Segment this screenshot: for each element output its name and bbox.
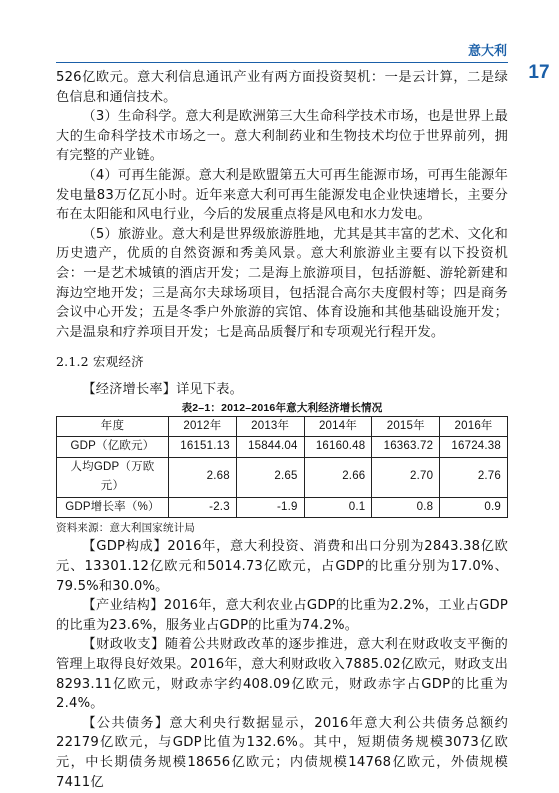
- table-header-cell: 2015年: [372, 416, 440, 437]
- table-cell: 2.76: [440, 457, 508, 497]
- table-cell: -2.3: [169, 497, 237, 518]
- table-row: [57, 457, 508, 497]
- page-body: [56, 68, 508, 792]
- table-cell: 2.68: [169, 457, 237, 497]
- page-number-tab: [519, 48, 559, 98]
- table-cell: 16151.13: [169, 437, 237, 458]
- paragraph: 【公共债务】意大利央行数据显示，2016年意大利公共债务总额约22179亿欧元，与GDP比值为132.6%。其中，短期债务规模3073亿欧元，中长期债务规模18656亿欧元；内债规模14768亿欧元，外债规模7411亿: [56, 715, 508, 790]
- table-cell: 15844.04: [236, 437, 304, 458]
- paragraph: （3）生命科学。意大利是欧洲第三大生命科学技术市场，也是世界上最大的生命科学技术市场之一。意大利制药业和生物技术均位于世界前列，拥有完整的产业链。: [56, 109, 508, 164]
- table-cell: 16160.48: [304, 437, 372, 458]
- paragraph: （4）可再生能源。意大利是欧盟第五大可再生能源市场，可再生能源年发电量83万亿瓦小时。近年来意大利可再生能源发电企业快速增长，主要分布在太阳能和风电行业，今后的发展重点将是风电和水力发电。: [56, 167, 508, 223]
- table-source: 资料来源：意大利国家统计局: [56, 522, 196, 535]
- chapter-title: 意大利: [467, 44, 507, 59]
- table-header-cell: 2014年: [304, 416, 372, 437]
- table-header-cell: 年度: [57, 416, 169, 437]
- table-row: [57, 437, 508, 458]
- table-cell: 0.8: [372, 497, 440, 518]
- table-intro: 【经济增长率】详见下表。: [82, 381, 244, 397]
- section-heading: 2.1.2 宏观经济: [56, 354, 144, 370]
- table-cell: 2.66: [304, 457, 372, 497]
- top-paragraphs: [56, 68, 508, 342]
- paragraph: 【财政收支】随着公共财政改革的逐步推进，意大利在财政收支平衡的管理上取得良好效果。2016年，意大利财政收入7885.02亿欧元，财政支出8293.11亿欧元，财政赤字约408.09亿欧元，财政赤字占GDP的比重为2.4%。: [56, 637, 508, 712]
- table-cell: 0.9: [440, 497, 508, 518]
- paragraph: 526亿欧元。意大利信息通讯产业有两方面投资契机：一是云计算，二是绿色信息和通信技术。: [56, 70, 508, 105]
- table-cell: 0.1: [304, 497, 372, 518]
- row-label: 人均GDP（万欧元）: [57, 457, 169, 497]
- table-cell: 2.65: [236, 457, 304, 497]
- table-row: [57, 497, 508, 518]
- table-header-cell: 2016年: [440, 416, 508, 437]
- table-cell: 16724.38: [440, 437, 508, 458]
- paragraph: 【产业结构】2016年，意大利农业占GDP的比重为2.2%，工业占GDP的比重为23.6%，服务业占GDP的比重为74.2%。: [56, 598, 508, 633]
- row-label: GDP（亿欧元）: [57, 437, 169, 458]
- header-rule: [56, 62, 508, 63]
- table-caption: 表2–1：2012–2016年意大利经济增长情况: [181, 401, 383, 414]
- table-cell: -1.9: [236, 497, 304, 518]
- row-label: GDP增长率（%）: [57, 497, 169, 518]
- growth-table: [56, 416, 508, 519]
- table-cell: 2.70: [372, 457, 440, 497]
- table-header-row: [57, 416, 508, 437]
- paragraph: （5）旅游业。意大利是世界级旅游胜地，尤其是其丰富的艺术、文化和历史遗产，优质的自然资源和秀美风景。意大利旅游业主要有以下投资机会：一是艺术城镇的酒店开发；二是海上旅游项目，包括游艇、游轮新建和海边空地开发；三是高尔夫球场项目，包括混合高尔夫度假村等；四是商务会议中心开发；五是冬季户外旅游的宾馆、体育设施和其他基础设施开发；六是温泉和疗养项目开发；七是高品质餐厅和专项观光行程开发。: [56, 226, 508, 340]
- page-number: 17: [528, 62, 550, 83]
- bottom-paragraphs: [56, 537, 508, 792]
- table-cell: 16363.72: [372, 437, 440, 458]
- table-header-cell: 2013年: [236, 416, 304, 437]
- table-header-cell: 2012年: [169, 416, 237, 437]
- paragraph: 【GDP构成】2016年，意大利投资、消费和出口分别为2843.38亿欧元、13301.12亿欧元和5014.73亿欧元，占GDP的比重分别为17.0%、79.5%和30.0%。: [56, 539, 508, 594]
